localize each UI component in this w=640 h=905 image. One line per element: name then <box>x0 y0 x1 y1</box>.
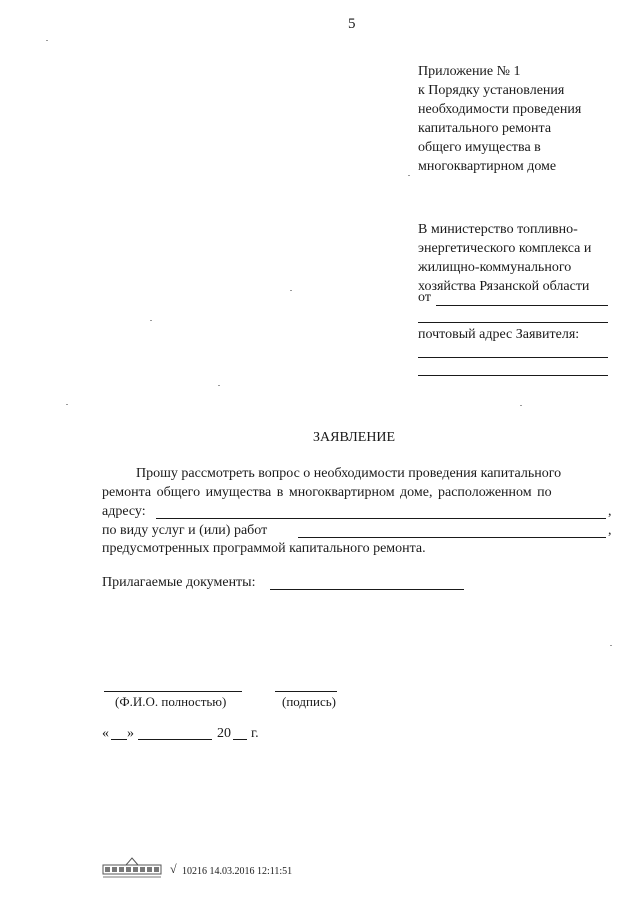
addressee-line: жилищно-коммунального <box>418 260 572 275</box>
date-year-prefix: 20 <box>217 726 231 741</box>
appendix-line: капитального ремонта <box>418 121 552 136</box>
postal-address-label: почтовый адрес Заявителя: <box>418 327 580 342</box>
registration-stamp-text: 10216 14.03.2016 12:11:51 <box>182 866 293 877</box>
registry-logo-icon <box>102 856 164 885</box>
appendix-line: необходимости проведения <box>418 102 582 117</box>
addressee-line: энергетического комплекса и <box>418 241 592 256</box>
scan-speck <box>520 405 522 406</box>
appendix-line: Приложение № 1 <box>418 64 521 79</box>
signature-caption: (подпись) <box>282 694 336 709</box>
appendix-block <box>418 62 581 176</box>
scan-speck <box>66 404 68 405</box>
body-line-5: предусмотренных программой капитального ремонта. <box>102 541 426 556</box>
address-field-line[interactable] <box>156 518 606 519</box>
address-label: адресу: <box>102 504 146 519</box>
postal-address-line-2[interactable] <box>418 375 608 376</box>
appendix-line: к Порядку установления <box>418 83 565 98</box>
scan-speck <box>46 40 48 41</box>
postal-address-line-1[interactable] <box>418 357 608 358</box>
date-month-line[interactable] <box>138 739 212 740</box>
scan-speck <box>218 385 220 386</box>
fio-caption: (Ф.И.О. полностью) <box>115 694 227 709</box>
document-title: ЗАЯВЛЕНИЕ <box>313 430 396 445</box>
attachments-field-line[interactable] <box>270 589 464 590</box>
body-line-2: ремонта общего имущества в многоквартирном доме, расположенном по <box>102 485 552 500</box>
body-line-1: Прошу рассмотреть вопрос о необходимости проведения капитального <box>136 466 562 481</box>
attachments-label: Прилагаемые документы: <box>102 575 256 590</box>
from-field-line[interactable] <box>436 305 608 306</box>
appendix-line: общего имущества в <box>418 140 541 155</box>
services-field-line[interactable] <box>298 537 606 538</box>
addressee-line: хозяйства Рязанской области <box>418 279 590 294</box>
services-comma: , <box>608 523 612 538</box>
scan-speck <box>150 320 152 321</box>
addressee-line: В министерство топливно- <box>418 222 578 237</box>
appendix-line: многоквартирном доме <box>418 159 557 174</box>
scan-speck <box>610 645 612 646</box>
fio-field-line[interactable] <box>104 691 242 692</box>
addressee-block <box>418 220 591 296</box>
address-comma: , <box>608 504 612 519</box>
scan-speck <box>408 175 410 176</box>
scan-speck <box>290 290 292 291</box>
stamp-check-mark: √ <box>170 862 177 876</box>
services-label: по виду услуг и (или) работ <box>102 523 268 538</box>
from-label: от <box>418 290 431 305</box>
from-field-line-2[interactable] <box>418 322 608 323</box>
page-number: 5 <box>348 16 356 32</box>
signature-field-line[interactable] <box>275 691 337 692</box>
date-open-quote: « <box>102 726 109 741</box>
date-year-line[interactable] <box>233 739 247 740</box>
date-year-suffix: г. <box>251 726 259 741</box>
date-day-line[interactable] <box>111 739 127 740</box>
date-close-quote: » <box>127 726 134 741</box>
